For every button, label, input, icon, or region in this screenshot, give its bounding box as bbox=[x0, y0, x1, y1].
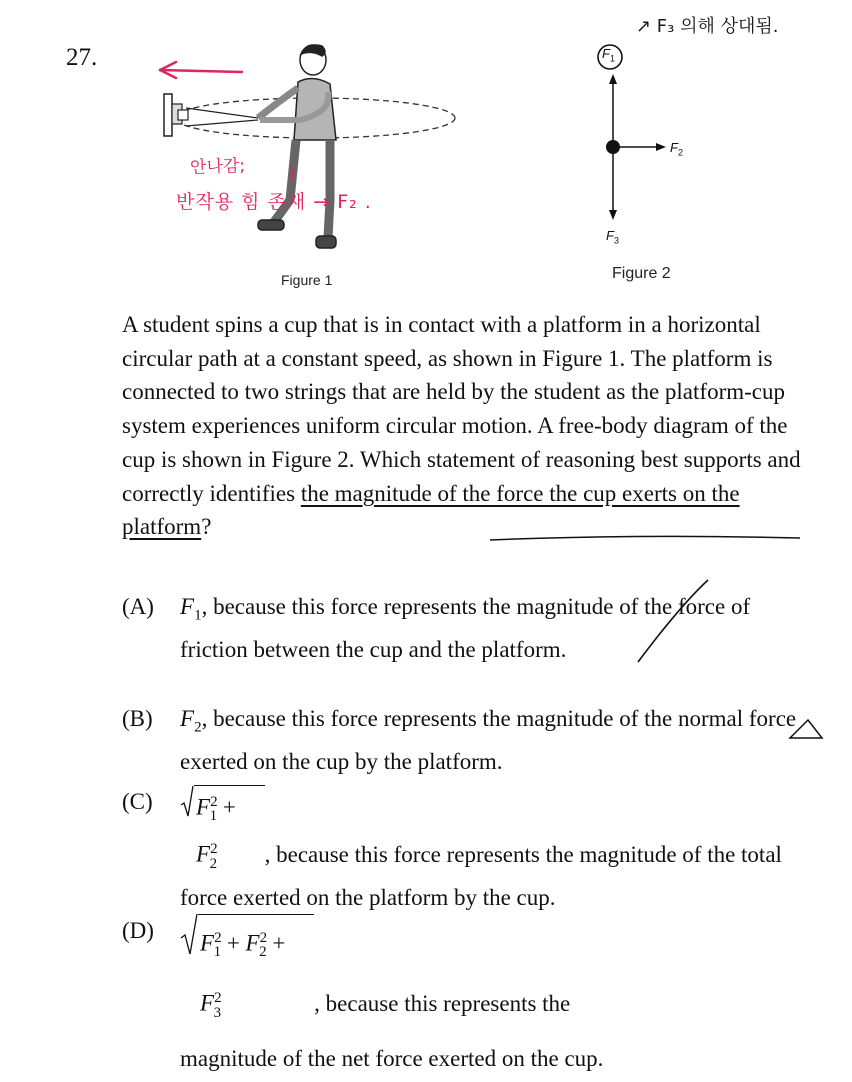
red-arrow-left-icon bbox=[160, 62, 242, 78]
handwritten-underline bbox=[488, 530, 803, 546]
option-b[interactable]: (B) $F_2$, because this force represents the magnitude of the normal force exerted on the cup by the platform. bbox=[122, 702, 822, 778]
option-d-text-line2: magnitude of the net force exerted on the cup. bbox=[180, 1045, 604, 1071]
red-note-line2: 반작용 힘 존재 → F₂ . bbox=[176, 191, 372, 213]
student-figure bbox=[258, 45, 336, 248]
question-stem bbox=[122, 308, 802, 544]
triangle-mark-icon bbox=[786, 716, 826, 744]
figure1-caption: Figure 1 bbox=[281, 272, 333, 288]
question-number: 27. bbox=[66, 44, 98, 71]
stem-underlined-text: the magnitude of the force the cup exerts on the platform bbox=[122, 480, 740, 540]
option-c-text: , because this force represents the magnitude of the total force exerted on the platform by the cup. bbox=[180, 841, 782, 910]
option-b-text: , because this force represents the magnitude of the normal force exerted on the cup by the platform. bbox=[180, 706, 797, 774]
figure2-caption: Figure 2 bbox=[612, 265, 671, 282]
option-c-letter: (C) bbox=[122, 789, 153, 814]
force-label-f2: $F_2$ bbox=[670, 140, 683, 158]
stem-text: A student spins a cup that is in contact with a platform in a horizontal circular path at a constant speed, as shown in Figure 1. The platform is connected to two strings that are held by the student as the platform-cup system experiences uniform circular motion. A free-body diagram of the cup is shown in Figure 2. Which statement of reasoning best supports and correctly identifies bbox=[122, 312, 801, 506]
stem-end: ? bbox=[201, 514, 212, 540]
option-d-text: , because this represents the bbox=[314, 990, 571, 1016]
option-a-text: , because this force represents the magnitude of the force of friction between the cup and the platform. bbox=[180, 594, 751, 662]
strike-mark bbox=[630, 576, 710, 666]
free-body-diagram bbox=[570, 30, 710, 230]
option-c[interactable] bbox=[122, 785, 822, 914]
option-d-letter: (D) bbox=[122, 918, 154, 943]
red-note-line1: 안나감; bbox=[189, 156, 246, 178]
option-a[interactable]: (A) $F_1$, because this force represents the magnitude of the force of friction between the cup and the platform. bbox=[122, 590, 822, 666]
option-b-letter: (B) bbox=[122, 706, 153, 731]
option-d[interactable] bbox=[122, 914, 822, 1082]
top-handwritten-note: ↗ F₃ 의해 상대됨. bbox=[636, 16, 779, 37]
force-label-f1: $F_1$ bbox=[602, 46, 615, 64]
sqrt-expression-d: $F^2_1 + F^2_2 + F^2_3$ bbox=[180, 914, 314, 1036]
option-a-letter: (A) bbox=[122, 594, 154, 619]
force-label-f3: $F_3$ bbox=[606, 228, 619, 246]
sqrt-expression-c: $F^2_1 + F^2_2$ bbox=[180, 785, 265, 881]
